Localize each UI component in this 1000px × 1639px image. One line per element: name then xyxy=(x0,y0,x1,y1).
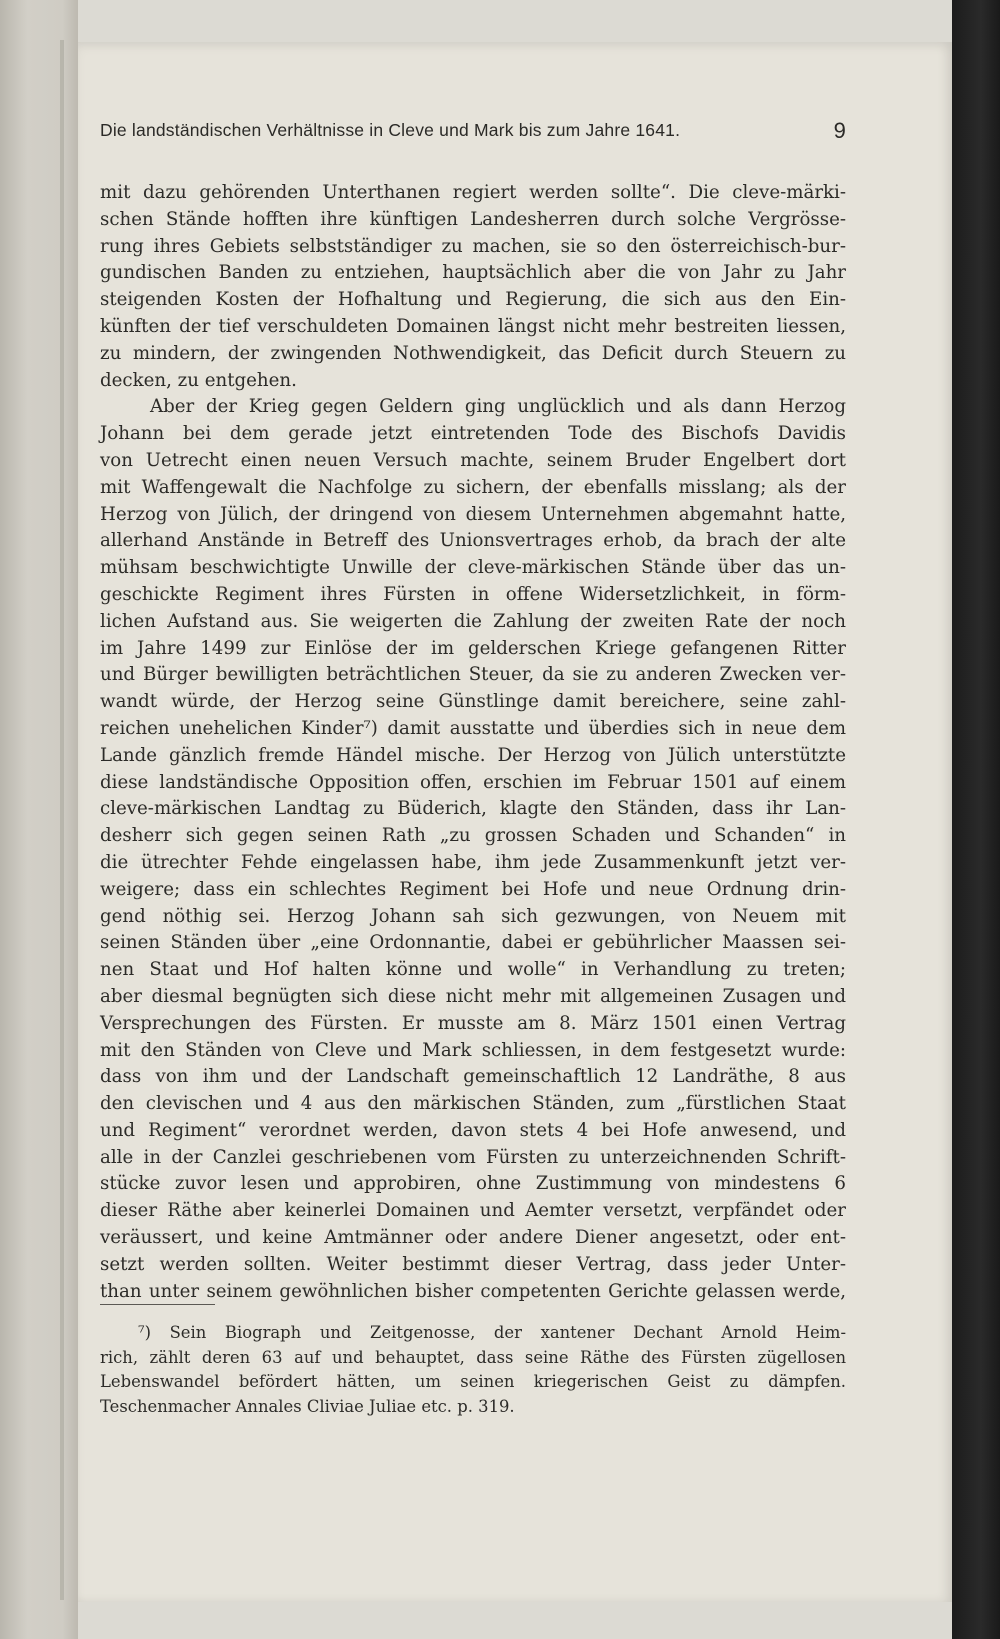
text-line: zu mindern, der zwingenden Nothwendigkeit, das Deficit durch Steuern zu xyxy=(100,342,846,364)
text-line: dass von ihm und der Landschaft gemeinschaftlich 12 Landräthe, 8 aus xyxy=(100,1066,846,1088)
text-line: von Uetrecht einen neuen Versuch machte, seinem Bruder Engelbert dort xyxy=(100,449,846,471)
footnote-line: Teschenmacher Annales Cliviae Juliae etc. p. 319. xyxy=(100,1396,515,1416)
text-line: cleve-märkischen Landtag zu Büderich, klagte den Ständen, dass ihr Lan- xyxy=(100,798,846,820)
text-line: aber diesmal begnügten sich diese nicht mehr mit allgemeinen Zusagen und xyxy=(100,985,846,1007)
text-line: Versprechungen des Fürsten. Er musste am 8. März 1501 einen Vertrag xyxy=(100,1012,846,1034)
text-line: Herzog von Jülich, der dringend von diesem Unternehmen abgemahnt hatte, xyxy=(100,503,846,525)
page-number: 9 xyxy=(833,118,846,143)
text-line: diese landständische Opposition offen, erschien im Februar 1501 auf einem xyxy=(100,771,846,793)
text-line: Lande gänzlich fremde Händel mische. Der Herzog von Jülich unterstützte xyxy=(100,744,846,766)
text-line: steigenden Kosten der Hofhaltung und Regierung, die sich aus den Ein- xyxy=(100,289,846,311)
text-line: alle in der Canzlei geschriebenen vom Fürsten zu unterzeichnenden Schrift- xyxy=(100,1146,846,1168)
binding-edge xyxy=(60,40,64,1600)
scan-margin-left xyxy=(0,0,78,1639)
text-line: künften der tief verschuldeten Domainen längst nicht mehr bestreiten liessen, xyxy=(100,315,846,337)
footnote-line: Lebenswandel befördert hätten, um seinen kriegerischen Geist zu dämpfen. xyxy=(100,1372,846,1391)
running-head-title: Die landständischen Verhältnisse in Cleve und Mark bis zum Jahre 1641. xyxy=(100,120,681,140)
text-line: weigere; dass ein schlechtes Regiment bei Hofe und neue Ordnung drin- xyxy=(100,878,846,900)
text-line: decken, zu entgehen. xyxy=(100,369,297,391)
text-line: gend nöthig sei. Herzog Johann sah sich gezwungen, von Neuem mit xyxy=(100,905,846,927)
text-line: allerhand Anstände in Betreff des Unionsvertrages erhob, da brach der alte xyxy=(100,530,846,552)
text-line: desherr sich gegen seinen Rath „zu grossen Schaden und Schanden“ in xyxy=(100,825,846,847)
text-line: mit den Ständen von Cleve und Mark schliessen, in dem festgesetzt wurde: xyxy=(100,1039,846,1061)
text-line: than unter seinem gewöhnlichen bisher competenten Gerichte gelassen werde, xyxy=(100,1280,846,1302)
text-line: mit dazu gehörenden Unterthanen regiert werden sollte“. Die cleve-märki- xyxy=(100,182,846,203)
text-line: schen Stände hofften ihre künftigen Landesherren durch solche Vergrösse- xyxy=(100,208,846,230)
text-line: rung ihres Gebiets selbstständiger zu machen, sie so den österreichisch-bur- xyxy=(100,235,846,257)
text-line: Johann bei dem gerade jetzt eintretenden Tode des Bischofs Davidis xyxy=(100,423,846,445)
body-text xyxy=(100,180,846,1305)
text-line: geschickte Regiment ihres Fürsten in offene Widersetzlichkeit, in förm- xyxy=(100,583,846,605)
text-line: mühsam beschwichtigte Unwille der cleve-märkischen Stände über das un- xyxy=(100,557,846,579)
text-line: und Regiment“ verordnet werden, davon stets 4 bei Hofe anwesend, und xyxy=(100,1119,846,1141)
text-line: dieser Räthe aber keinerlei Domainen und Aemter versetzt, verpfändet oder xyxy=(100,1200,846,1222)
footnote-line: rich, zählt deren 63 auf und behauptet, dass seine Räthe des Fürsten zügellosen xyxy=(100,1347,846,1367)
text-line: stücke zuvor lesen und approbiren, ohne Zustimmung von mindestens 6 xyxy=(100,1173,846,1195)
text-line: im Jahre 1499 zur Einlöse der im gelderschen Kriege gefangenen Ritter xyxy=(100,637,846,659)
footnote-line: ⁷) Sein Biograph und Zeitgenosse, der xantener Dechant Arnold Heim- xyxy=(138,1323,846,1342)
text-line: veräussert, und keine Amtmänner oder andere Diener angesetzt, oder ent- xyxy=(100,1227,846,1249)
text-line: nen Staat und Hof halten könne und wolle“ in Verhandlung zu treten; xyxy=(100,959,846,981)
text-line: setzt werden sollten. Weiter bestimmt dieser Vertrag, dass jeder Unter- xyxy=(100,1253,846,1275)
text-line: die ütrechter Fehde eingelassen habe, ihm jede Zusammenkunft jetzt ver- xyxy=(100,851,846,873)
text-line: Aber der Krieg gegen Geldern ging unglücklich und als dann Herzog xyxy=(150,396,846,418)
text-line: mit Waffengewalt die Nachfolge zu sichern, der ebenfalls misslang; als der xyxy=(100,476,846,498)
scan-margin-right xyxy=(952,0,1000,1639)
text-line: seinen Ständen über „eine Ordonnantie, dabei er gebührlicher Maassen sei- xyxy=(100,932,846,954)
text-line: gundischen Banden zu entziehen, hauptsächlich aber die von Jahr zu Jahr xyxy=(100,262,846,284)
text-line: lichen Aufstand aus. Sie weigerten die Zahlung der zweiten Rate der noch xyxy=(100,610,846,632)
footnote-rule xyxy=(100,1304,215,1305)
text-line: wandt würde, der Herzog seine Günstlinge damit bereichere, seine zahl- xyxy=(100,691,846,713)
text-line: den clevischen und 4 aus den märkischen Ständen, zum „fürstlichen Staat xyxy=(100,1093,846,1115)
footnotes xyxy=(100,1321,846,1419)
text-line: reichen unehelichen Kinder⁷) damit ausstatte und überdies sich in neue dem xyxy=(100,717,846,739)
text-line: und Bürger bewilligten beträchtlichen Steuer, da sie zu anderen Zwecken ver- xyxy=(100,664,846,686)
